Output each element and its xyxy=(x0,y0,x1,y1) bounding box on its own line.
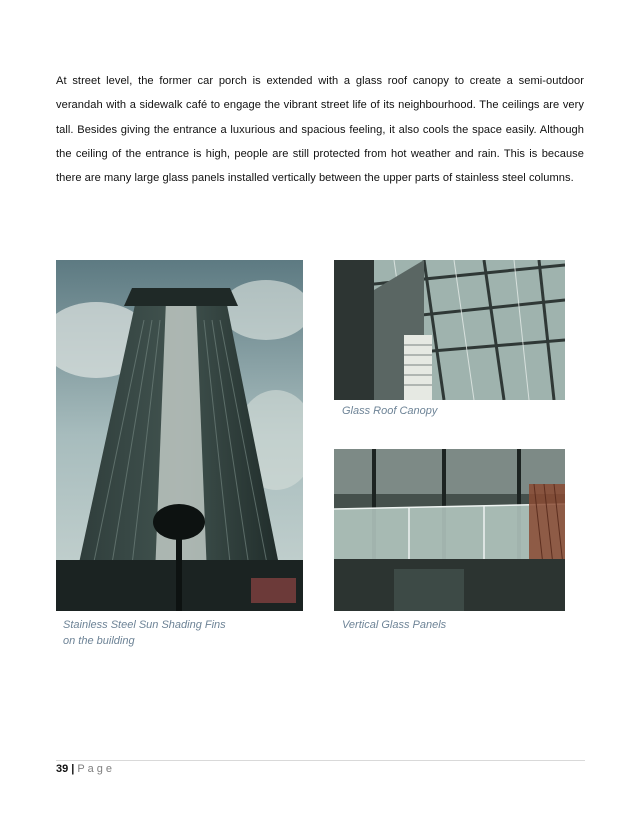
page-number: 39 xyxy=(56,763,69,775)
tower-caption-line1: Stainless Steel Sun Shading Fins xyxy=(63,619,226,631)
footer-rule xyxy=(56,760,585,761)
tower-photo xyxy=(56,260,303,611)
panels-photo xyxy=(334,449,565,611)
tower-caption-line2: on the building xyxy=(63,635,135,647)
page-footer xyxy=(56,763,115,775)
canopy-caption: Glass Roof Canopy xyxy=(342,405,438,417)
panels-caption: Vertical Glass Panels xyxy=(342,619,447,631)
page-separator: | xyxy=(71,763,75,775)
tower-caption xyxy=(63,617,226,649)
page-word: Page xyxy=(77,763,116,775)
canopy-photo xyxy=(334,260,565,400)
body-paragraph: At street level, the former car porch is extended with a glass roof canopy to create a semi-outdoor verandah with a sidewalk café to engage the vibrant street life of its neighbourhood. The ceilings are very tall. Besides giving the entrance a luxurious and spacious feeling, it also cools the space easily. Although the ceiling of the entrance is high, people are still protected from hot weather and rain. This is because there are many large glass panels installed vertically between the upper parts of stainless steel columns. xyxy=(56,75,584,185)
